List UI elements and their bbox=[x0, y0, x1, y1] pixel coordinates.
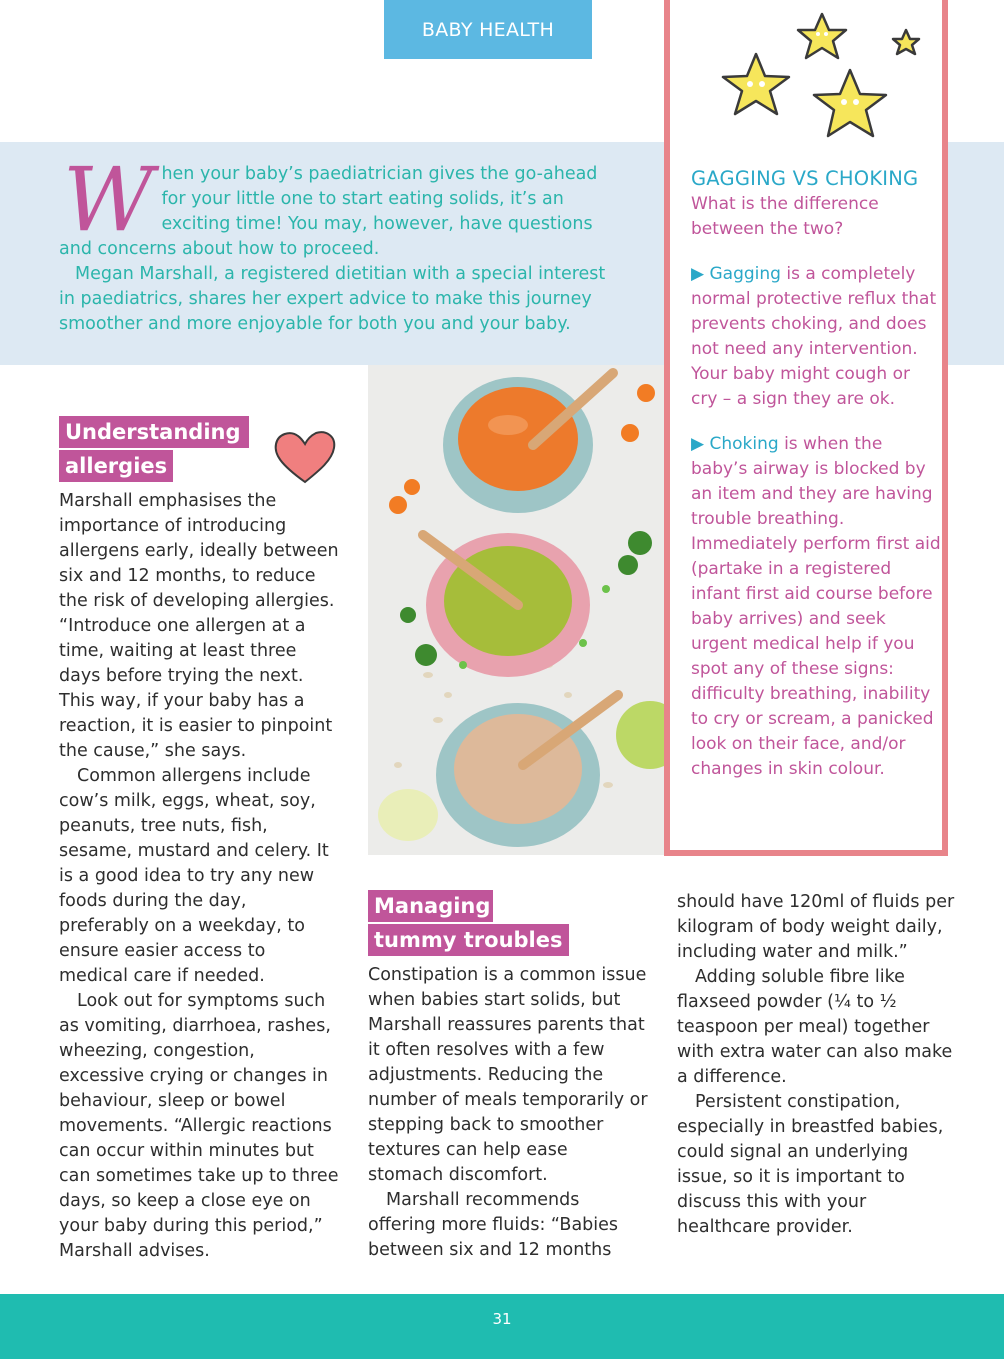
allergies-paragraph-2: Common allergens include cow’s milk, eggs, wheat, soy, peanuts, tree nuts, fish, sesame, mustard and celery. It is a good idea to try any new foods during the day, preferably on a weekday, to ensure easier access to medical care if needed. bbox=[59, 766, 329, 986]
gagging-text: is a completely normal protective reflux that prevents choking, and does not need any intervention. Your baby might cough or cry – a sign they are ok. bbox=[691, 264, 937, 409]
heading-line: Understanding bbox=[59, 416, 249, 448]
tummy-paragraph-5: Persistent constipation, especially in breastfed babies, could signal an underlying issue, so it is important to discuss this with your healthcare provider. bbox=[677, 1092, 944, 1237]
choking-paragraph bbox=[691, 432, 941, 782]
allergies-paragraph-3: Look out for symptoms such as vomiting, diarrhoea, rashes, wheezing, congestion, excessive crying or changes in behaviour, sleep or bowel movements. “Allergic reactions can occur within minutes but can sometimes take up to three days, so keep a close eye on your baby during this period,” Marshall advises. bbox=[59, 991, 339, 1261]
play-triangle-icon: ▶ bbox=[691, 264, 705, 284]
tummy-column-1 bbox=[368, 963, 648, 1263]
tummy-paragraph-3: should have 120ml of fluids per kilogram of body weight daily, including water and milk.” bbox=[677, 892, 955, 962]
baby-food-bowls-image bbox=[368, 365, 664, 855]
choking-keyword: Choking bbox=[709, 434, 779, 454]
drop-cap: W bbox=[63, 148, 154, 251]
heading-line: tummy troubles bbox=[368, 924, 569, 956]
gagging-keyword: Gagging bbox=[709, 264, 781, 284]
intro-text bbox=[59, 148, 619, 337]
gagging-paragraph bbox=[691, 262, 941, 412]
sidebar-title: GAGGING VS CHOKING bbox=[691, 167, 919, 190]
section-tab: BABY HEALTH bbox=[384, 0, 592, 59]
allergies-column bbox=[59, 489, 339, 1264]
allergies-paragraph-1: Marshall emphasises the importance of introducing allergens early, ideally between six and 12 months, to reduce the risk of developing allergies. “Introduce one allergen at a time, waiting at least three days before trying the next. This way, if your baby has a reaction, it is easier to pinpoint the cause,” she says. bbox=[59, 491, 339, 761]
tummy-column-2 bbox=[677, 890, 957, 1240]
sidebar-subtitle: What is the difference between the two? bbox=[691, 194, 879, 239]
heading-line: allergies bbox=[59, 450, 173, 482]
choking-text: is when the baby’s airway is blocked by an item and they are having trouble breathing. Immediately perform first aid (partake in a registered infant first aid course before baby arrives) and seek urgent medical help if you spot any of these signs: difficulty breathing, inability to cry or scream, a panicked look on their face, and/or changes in skin colour. bbox=[691, 434, 941, 779]
heading-understanding-allergies bbox=[59, 416, 249, 482]
play-triangle-icon: ▶ bbox=[691, 434, 705, 454]
page-number: 31 bbox=[492, 1310, 512, 1328]
heading-managing-tummy-troubles bbox=[368, 890, 569, 956]
heading-line: Managing bbox=[368, 890, 493, 922]
tummy-paragraph-4: Adding soluble fibre like flaxseed powder (¼ to ½ teaspoon per meal) together with extra water can also make a difference. bbox=[677, 967, 953, 1087]
heart-icon bbox=[270, 428, 340, 486]
tummy-paragraph-1: Constipation is a common issue when babies start solids, but Marshall reassures parents that it often resolves with a few adjustments. Reducing the number of meals temporarily or stepping back to smoother textures can help ease stomach discomfort. bbox=[368, 965, 648, 1185]
intro-paragraph-2: Megan Marshall, a registered dietitian with a special interest in paediatrics, shares her expert advice to make this journey smoother and more enjoyable for both you and your baby. bbox=[59, 264, 606, 334]
sidebar-content bbox=[691, 166, 941, 782]
tummy-paragraph-2: Marshall recommends offering more fluids: “Babies between six and 12 months bbox=[368, 1190, 619, 1260]
intro-paragraph-1: hen your baby’s paediatrician gives the go-ahead for your little one to start eating solids, it’s an exciting time! You may, however, have questions and concerns about how to proceed. bbox=[59, 164, 598, 259]
stars-icon bbox=[708, 8, 928, 158]
